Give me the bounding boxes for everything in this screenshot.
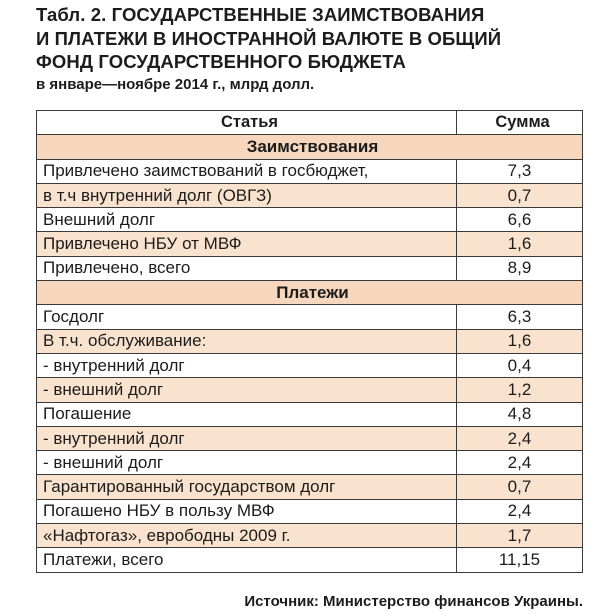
row-value: 7,3 bbox=[457, 159, 583, 183]
row-value: 4,8 bbox=[457, 402, 583, 426]
row-item: Внешний долг bbox=[37, 208, 457, 232]
row-item: Госдолг bbox=[37, 305, 457, 329]
row-item: Гарантированный государством долг bbox=[37, 475, 457, 499]
table-row bbox=[37, 353, 583, 377]
row-item: Погашение bbox=[37, 402, 457, 426]
row-item: Привлечено НБУ от МВФ bbox=[37, 232, 457, 256]
table-row bbox=[37, 426, 583, 450]
row-item: Погашено НБУ в пользу МВФ bbox=[37, 499, 457, 523]
row-item: Платежи, всего bbox=[37, 548, 457, 572]
row-item: - внутренний долг bbox=[37, 426, 457, 450]
table-row bbox=[37, 305, 583, 329]
row-value: 2,4 bbox=[457, 451, 583, 475]
table-title-line-2: И ПЛАТЕЖИ В ИНОСТРАННОЙ ВАЛЮТЕ В ОБЩИЙ bbox=[36, 27, 502, 49]
table-row bbox=[37, 159, 583, 183]
row-value: 1,6 bbox=[457, 329, 583, 353]
table-title-line-1: Табл. 2. ГОСУДАРСТВЕННЫЕ ЗАИМСТВОВАНИЯ bbox=[36, 4, 485, 25]
column-header-item: Статья bbox=[37, 111, 457, 135]
row-value: 11,15 bbox=[457, 548, 583, 572]
table-row bbox=[37, 499, 583, 523]
table-row bbox=[37, 475, 583, 499]
row-item: - внутренний долг bbox=[37, 353, 457, 377]
table-title-line-3: ФОНД ГОСУДАРСТВЕННОГО БЮДЖЕТА bbox=[36, 51, 406, 72]
table-row bbox=[37, 208, 583, 232]
table-row bbox=[37, 183, 583, 207]
row-item: В т.ч. обслуживание: bbox=[37, 329, 457, 353]
table-row bbox=[37, 256, 583, 280]
table-row bbox=[37, 548, 583, 572]
budget-table bbox=[36, 110, 583, 573]
row-value: 0,7 bbox=[457, 183, 583, 207]
row-value: 1,2 bbox=[457, 378, 583, 402]
table-row bbox=[37, 329, 583, 353]
row-item: в т.ч внутренний долг (ОВГЗ) bbox=[37, 183, 457, 207]
row-value: 1,6 bbox=[457, 232, 583, 256]
section-header-payments: Платежи bbox=[37, 281, 583, 305]
row-item: Привлечено заимствований в госбюджет, bbox=[37, 159, 457, 183]
row-item: - внешний долг bbox=[37, 451, 457, 475]
column-header-amount: Сумма bbox=[457, 111, 583, 135]
table-row bbox=[37, 524, 583, 548]
row-value: 2,4 bbox=[457, 426, 583, 450]
table-caption bbox=[36, 3, 606, 95]
row-value: 2,4 bbox=[457, 499, 583, 523]
row-value: 0,7 bbox=[457, 475, 583, 499]
table-row bbox=[37, 451, 583, 475]
row-item: «Нафтогаз», еврободны 2009 г. bbox=[37, 524, 457, 548]
row-item: - внешний долг bbox=[37, 378, 457, 402]
row-value: 1,7 bbox=[457, 524, 583, 548]
section-header-borrowings: Заимствования bbox=[37, 135, 583, 159]
row-value: 6,6 bbox=[457, 208, 583, 232]
row-value: 8,9 bbox=[457, 256, 583, 280]
row-value: 6,3 bbox=[457, 305, 583, 329]
row-value: 0,4 bbox=[457, 353, 583, 377]
table-subtitle: в январе—ноябре 2014 г., млрд долл. bbox=[36, 75, 315, 93]
row-item: Привлечено, всего bbox=[37, 256, 457, 280]
table-row bbox=[37, 402, 583, 426]
table-row bbox=[37, 378, 583, 402]
source-note: Источник: Министерство финансов Украины. bbox=[244, 593, 583, 610]
table-row bbox=[37, 232, 583, 256]
